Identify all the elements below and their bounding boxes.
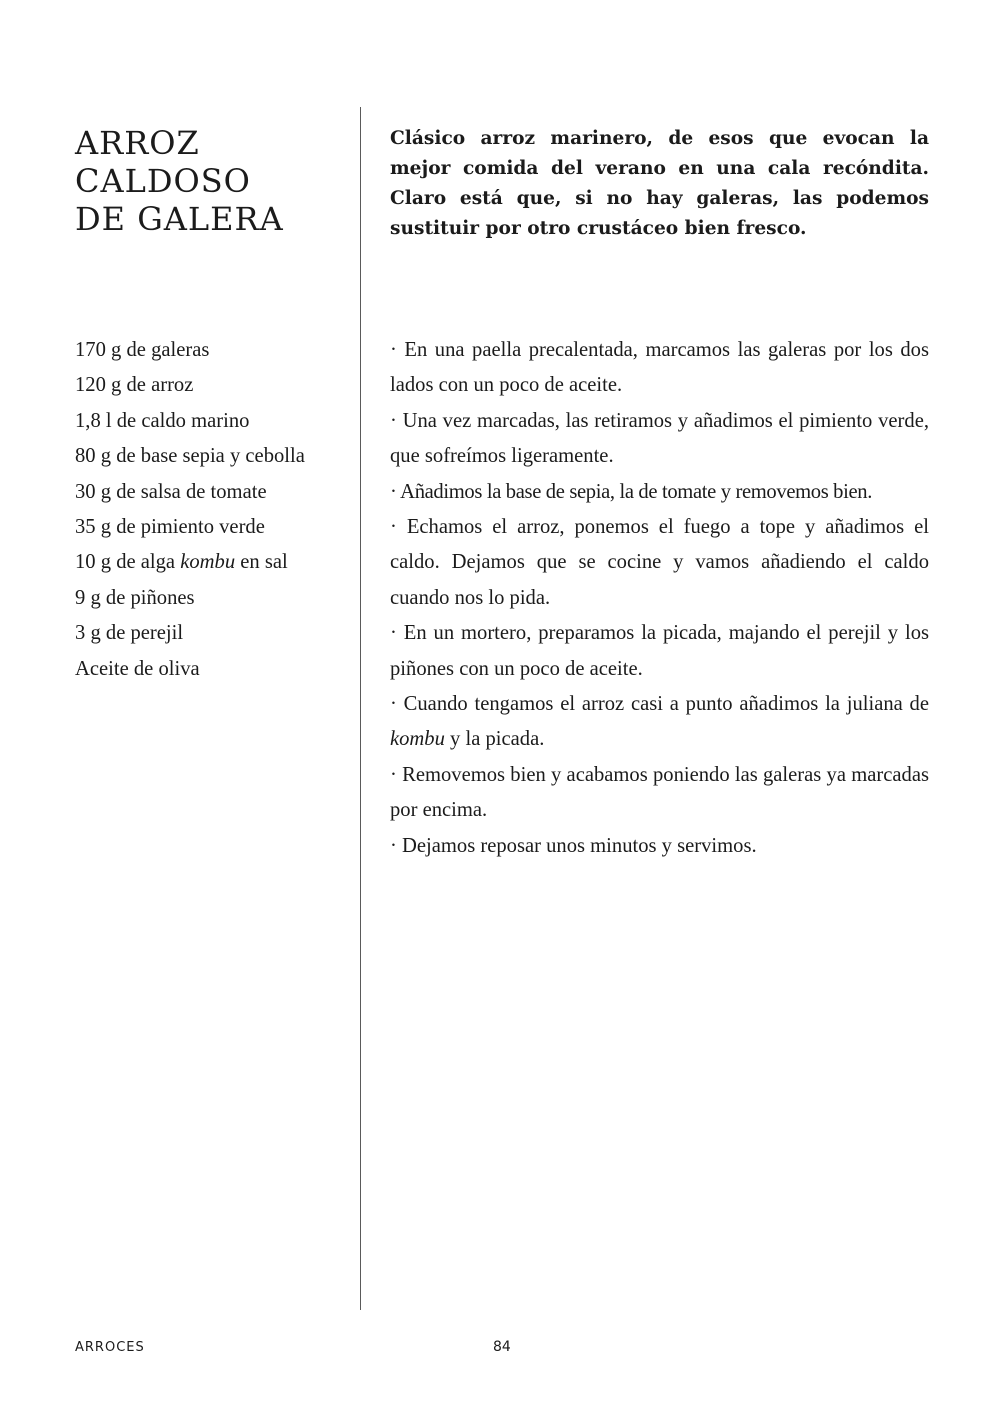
recipe-title-line: DE GALERA [75,200,284,238]
ingredient-text: en sal [235,551,288,574]
ingredient-item: 3 g de perejil [75,622,184,645]
step-item: · Dejamos reposar unos minutos y servimos. [390,834,757,857]
footer-section-label: ARROCES [75,1340,145,1355]
recipe-title-line: ARROZ [75,124,200,162]
ingredient-item: 120 g de arroz [75,374,194,397]
step-item: · En una paella precalentada, marcamos las galeras por los dos lados con un poco de aceite. [390,339,929,397]
ingredient-item: 30 g de salsa de tomate [75,480,267,503]
ingredient-item: 1,8 l de caldo marino [75,409,250,432]
recipe-intro: Clásico arroz marinero, de esos que evocan la mejor comida del verano en una cala recóndita. Claro está que, si no hay galeras, las podemos sustituir por otro crustáceo bien fresco. [390,128,929,239]
step-italic-term: kombu [390,728,445,751]
step-text: · Cuando tengamos el arroz casi a punto añadimos la juliana de [390,693,929,716]
column-divider [360,107,361,1310]
step-item: · Echamos el arroz, ponemos el fuego a tope y añadimos el caldo. Dejamos que se cocine y vamos añadiendo el caldo cuando nos lo pida. [390,516,929,609]
recipe-title-line: CALDOSO [75,162,251,200]
recipe-title [75,124,284,238]
ingredient-list [75,333,355,687]
ingredient-item: 170 g de galeras [75,339,210,361]
ingredient-italic-term: kombu [180,551,236,574]
step-item: · Removemos bien y acabamos poniendo las galeras ya marcadas por encima. [390,763,929,822]
page-number: 84 [493,1339,511,1355]
ingredient-item [75,545,355,580]
step-item [390,687,929,758]
step-item: · Añadimos la base de sepia, la de tomate y removemos bien. [390,480,873,503]
step-item: · Una vez marcadas, las retiramos y añadimos el pimiento verde, que sofreímos ligeramente. [390,409,929,468]
step-item: · En un mortero, preparamos la picada, majando el perejil y los piñones con un poco de aceite. [390,622,929,680]
ingredient-item: 9 g de piñones [75,586,195,609]
step-text: y la picada. [444,728,545,751]
ingredient-item: Aceite de oliva [75,657,200,680]
ingredient-item: 35 g de pimiento verde [75,516,265,539]
ingredient-item: 80 g de base sepia y cebolla [75,445,305,468]
preparation-steps [390,333,929,864]
ingredient-text: 10 g de alga [75,551,181,574]
